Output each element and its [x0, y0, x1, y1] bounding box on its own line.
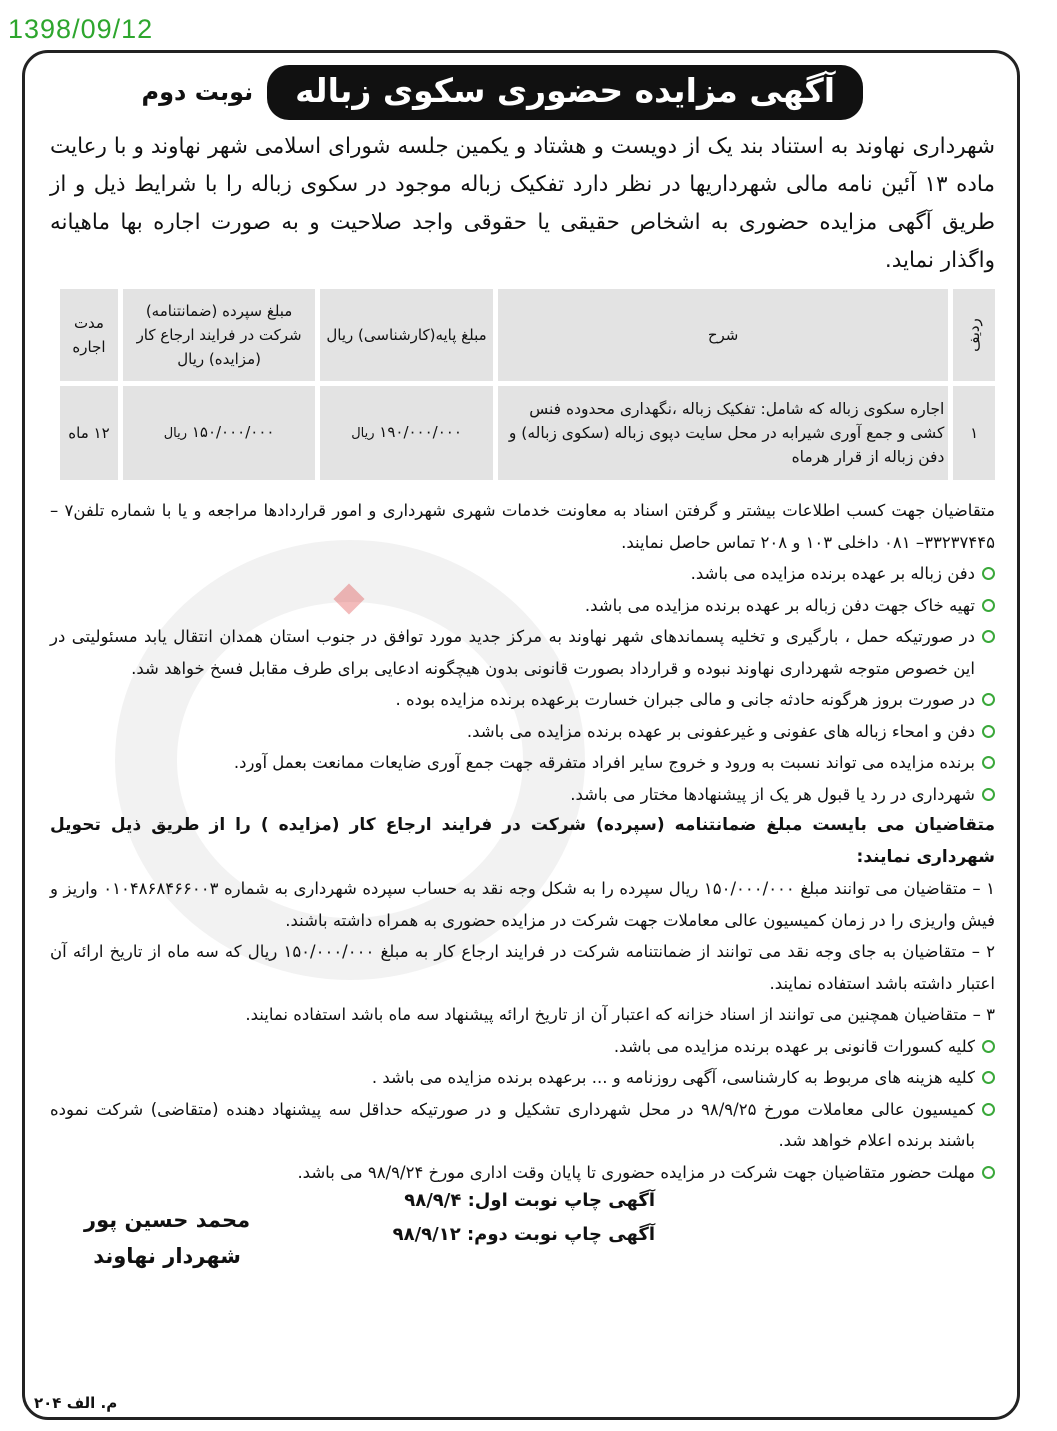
cell-term: ۱۲ ماه	[60, 386, 118, 480]
table-row	[60, 386, 995, 480]
bullet-icon	[982, 725, 995, 738]
terms-section	[50, 495, 995, 1188]
bullet-icon	[982, 693, 995, 706]
bullet-icon	[982, 599, 995, 612]
cell-base: ۱۹۰/۰۰۰/۰۰۰ ریال	[320, 386, 493, 480]
bullet-icon	[982, 1103, 995, 1116]
bullet-icon	[982, 788, 995, 801]
list-item: در صورتیکه حمل ، بارگیری و تخلیه پسماندهای شهر نهاوند به مرکز جدید مورد توافق در جنوب استان همدان انتقال یابد مسئولیتی در این خصوص متوجه شهرداری نهاوند نبوده و قرارداد بصورت قانونی بدون هیچگونه ادعایی برای طرف مقابل فسخ خواهد شد.	[50, 621, 995, 684]
cell-row: ۱	[953, 386, 995, 480]
bullet-icon	[982, 1040, 995, 1053]
col-row: ردیف	[953, 289, 995, 381]
col-deposit: مبلغ سپرده (ضمانتنامه) شرکت در فرایند ارجاع کار (مزایده) ریال	[123, 289, 315, 381]
list-item: در صورت بروز هرگونه حادثه جانی و مالی جبران خسارت برعهده برنده مزایده بوده .	[50, 684, 995, 716]
table-header-row	[60, 289, 995, 381]
bullet-icon	[982, 1166, 995, 1179]
bullet-icon	[982, 567, 995, 580]
signer-name: محمد حسین پور	[84, 1208, 251, 1232]
bullet-icon	[982, 630, 995, 643]
intro-paragraph: شهرداری نهاوند به استناد بند یک از دویست و هشتاد و یکمین جلسه شورای اسلامی شهر نهاوند و با رعایت ماده ۱۳ آئین نامه مالی شهرداریها در نظر دارد تفکیک زباله موجود در سکوی زباله را با شرایط ذیل و از طریق آگهی مزایده حضوری به اشخاص حقیقی یا حقوقی واجد صلاحیت و به صورت اجاره بها ماهیانه واگذار نماید.	[50, 134, 995, 273]
signature	[84, 1202, 250, 1274]
list-item: دفن و امحاء زباله های عفونی و غیرعفونی بر عهده برنده مزایده می باشد.	[50, 716, 995, 748]
cell-deposit: ۱۵۰/۰۰۰/۰۰۰ ریال	[123, 386, 315, 480]
deposit-item: ۱ – متقاضیان می توانند مبلغ ۱۵۰/۰۰۰/۰۰۰ ریال سپرده را به شکل وجه نقد به حساب سپرده شهرداری به شماره ۰۱۰۴۸۶۸۴۶۶۰۰۳ واریز و فیش واریزی را در زمان کمیسیون عالی معاملات جهت شرکت در مزایده حضوری به همراه داشته باشند.	[50, 879, 995, 930]
deposit-item: ۲ – متقاضیان به جای وجه نقد می توانند از ضمانتنامه شرکت در فرایند ارجاع کار به مبلغ ۱۵۰/۰۰۰/۰۰۰ ریال که سه ماه از تاریخ ارائه آن اعتبار داشته باشد استفاده نمایند.	[50, 942, 995, 993]
list-item: مهلت حضور متقاضیان جهت شرکت در مزایده حضوری تا پایان وقت اداری مورخ ۹۸/۹/۲۴ می باشد.	[50, 1157, 995, 1189]
auction-table	[55, 284, 1000, 485]
list-item: کمیسیون عالی معاملات مورخ ۹۸/۹/۲۵ در محل شهرداری تشکیل و در صورتیکه حداقل سه پیشنهاد دهنده (متقاضی) شرکت نموده باشند برنده اعلام خواهد شد.	[50, 1094, 995, 1157]
col-term: مدت اجاره	[60, 289, 118, 381]
signer-role: شهردار نهاوند	[93, 1244, 241, 1268]
notice-code: م. الف ۲۰۴	[34, 1394, 118, 1412]
list-item: کلیه هزینه های مربوط به کارشناسی، آگهی روزنامه و ... برعهده برنده مزایده می باشد .	[50, 1062, 995, 1094]
publication-second: آگهی چاپ نوبت دوم: ۹۸/۹/۱۲	[392, 1224, 655, 1245]
list-item: برنده مزایده می تواند نسبت به ورود و خروج سایر افراد متفرقه جهت جمع آوری ضایعات ممانعت بعمل آورد.	[50, 747, 995, 779]
notice-header	[50, 58, 863, 126]
date-stamp: 1398/09/12	[8, 14, 154, 44]
notice-title: آگهی مزایده حضوری سکوی زباله	[267, 65, 863, 120]
notice-footer	[50, 1188, 995, 1318]
list-item: تهیه خاک جهت دفن زباله بر عهده برنده مزایده می باشد.	[50, 590, 995, 622]
notice-round: نوبت دوم	[141, 78, 254, 106]
notice-content	[50, 58, 995, 1318]
list-item: دفن زباله بر عهده برنده مزایده می باشد.	[50, 558, 995, 590]
deposit-item: ۳ – متقاضیان همچنین می توانند از اسناد خزانه که اعتبار آن از تاریخ ارائه پیشنهاد سه ماه باشد استفاده نمایند.	[245, 1005, 995, 1024]
contact-paragraph: متقاضیان جهت کسب اطلاعات بیشتر و گرفتن اسناد به معاونت خدمات شهری شهرداری و امور قراردادها مراجعه و یا با شماره تلفن۷ –۳۳۲۳۷۴۴۵– ۰۸۱ داخلی ۱۰۳ و ۲۰۸ تماس حاصل نمایند.	[50, 501, 995, 552]
publication-dates	[393, 1184, 655, 1252]
list-item: شهرداری در رد یا قبول هر یک از پیشنهادها مختار می باشد.	[50, 779, 995, 811]
cell-desc: اجاره سکوی زباله که شامل: تفکیک زباله ،نگهداری محدوده فنس کشی و جمع آوری شیرابه در محل سایت دپوی زباله (سکوی زباله) و دفن زباله از قرار هرماه	[498, 386, 949, 480]
col-desc: شرح	[498, 289, 949, 381]
bullet-icon	[982, 1071, 995, 1084]
deposit-heading: متقاضیان می بایست مبلغ ضمانتنامه (سپرده) شرکت در فرایند ارجاع کار (مزایده ) را از طریق ذیل تحویل شهرداری نمایند:	[50, 815, 995, 867]
list-item: کلیه کسورات قانونی بر عهده برنده مزایده می باشد.	[50, 1031, 995, 1063]
col-base: مبلغ پایه(کارشناسی) ریال	[320, 289, 493, 381]
publication-first: آگهی چاپ نوبت اول: ۹۸/۹/۴	[404, 1190, 655, 1211]
bullet-icon	[982, 756, 995, 769]
